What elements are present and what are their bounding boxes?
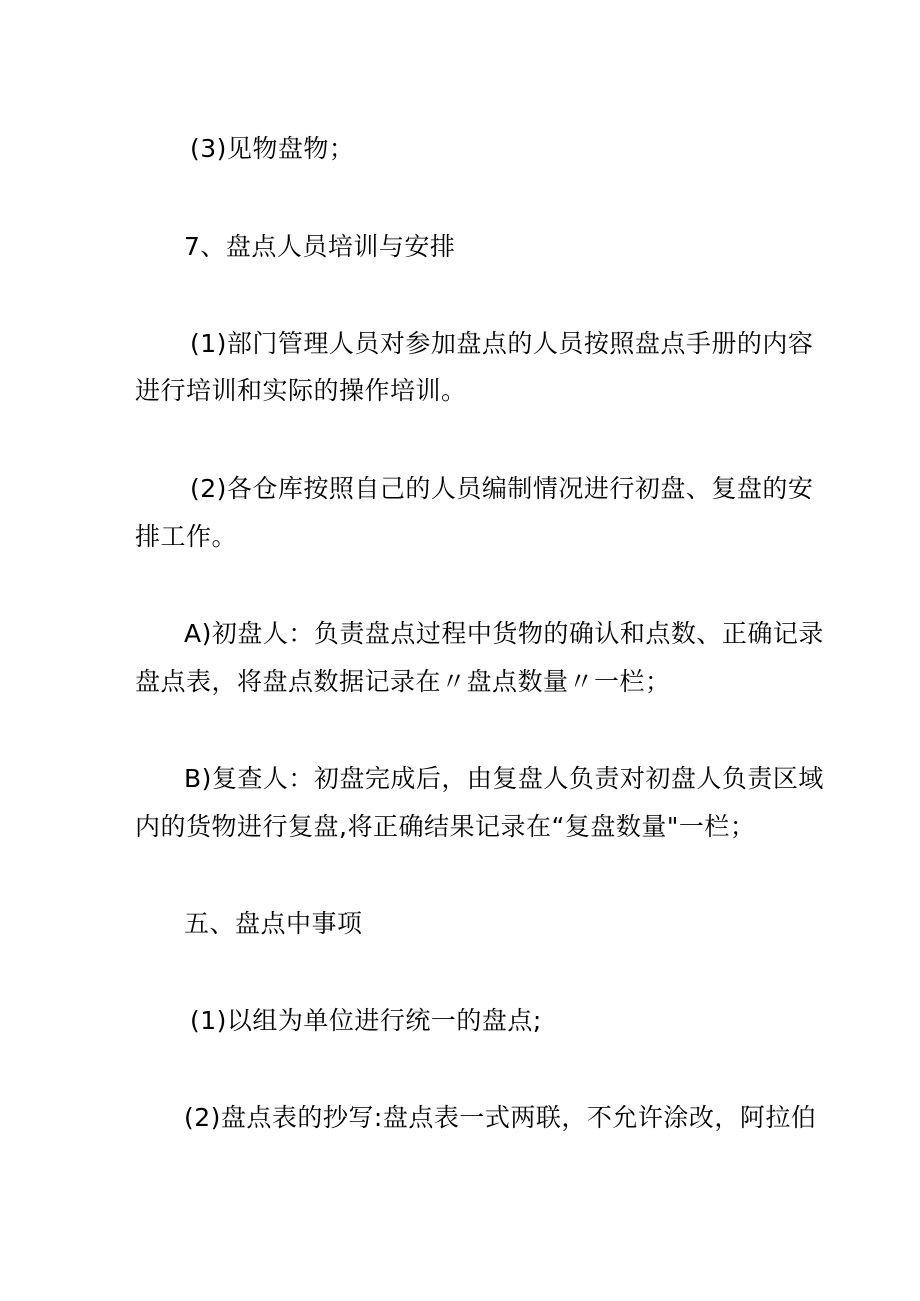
paragraph-1-line-1: (1)部门管理人员对参加盘点的人员按照盘点手册的内容 — [190, 329, 814, 358]
paragraph-2-line-2: 排工作。 — [135, 522, 238, 551]
paragraph-b-line-2: 内的货物进行复盘,将正确结果记录在“复盘数量"一栏； — [135, 812, 756, 841]
paragraph-b-line-1: B)复查人：初盘完成后，由复盘人负责对初盘人负责区域 — [184, 764, 824, 793]
paragraph-a-line-1: A)初盘人：负责盘点过程中货物的确认和点数、正确记录 — [184, 619, 824, 648]
section-5-heading: 五、盘点中事项 — [184, 909, 363, 938]
section-7-heading: 7、盘点人员培训与安排 — [184, 232, 456, 261]
paragraph-2-line-1: (2)各仓库按照自己的人员编制情况进行初盘、复盘的安 — [190, 474, 814, 503]
item-3-line: (3)见物盘物； — [190, 134, 355, 163]
paragraph-1-line-2: 进行培训和实际的操作培训。 — [135, 376, 467, 405]
section-5-item-1: (1)以组为单位进行统一的盘点; — [190, 1006, 542, 1035]
section-5-item-2: (2)盘点表的抄写:盘点表一式两联，不允许涂改，阿拉伯 — [184, 1103, 817, 1132]
paragraph-a-line-2: 盘点表，将盘点数据记录在〃盘点数量〃一栏； — [135, 667, 671, 696]
